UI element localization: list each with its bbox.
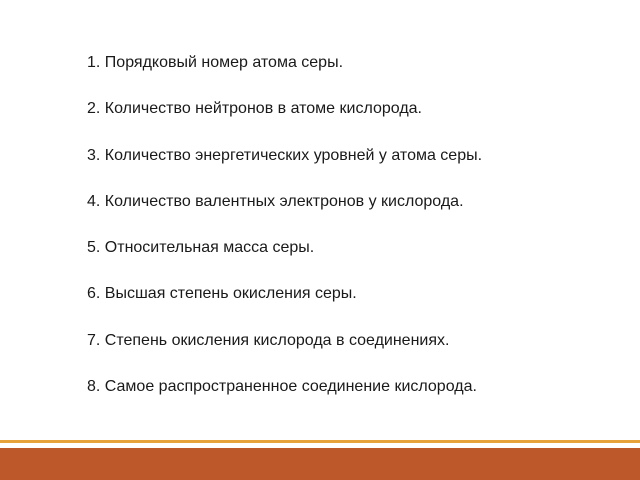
- question-item: 1. Порядковый номер атома серы.: [87, 54, 344, 71]
- question-item: 5. Относительная масса серы.: [87, 239, 315, 257]
- question-item: 3. Количество энергетических уровней у атома серы.: [87, 146, 483, 164]
- question-item: 4. Количество валентных электронов у кислорода.: [87, 192, 464, 210]
- footer-band: [0, 448, 640, 480]
- question-item: 6. Высшая степень окисления серы.: [87, 285, 357, 303]
- question-item: 2. Количество нейтронов в атоме кислорода.: [87, 100, 422, 118]
- question-item: 7. Степень окисления кислорода в соединениях.: [87, 331, 450, 349]
- accent-divider-line: [0, 440, 640, 443]
- question-item: 8. Самое распространенное соединение кислорода.: [87, 378, 477, 396]
- question-list: [87, 53, 482, 423]
